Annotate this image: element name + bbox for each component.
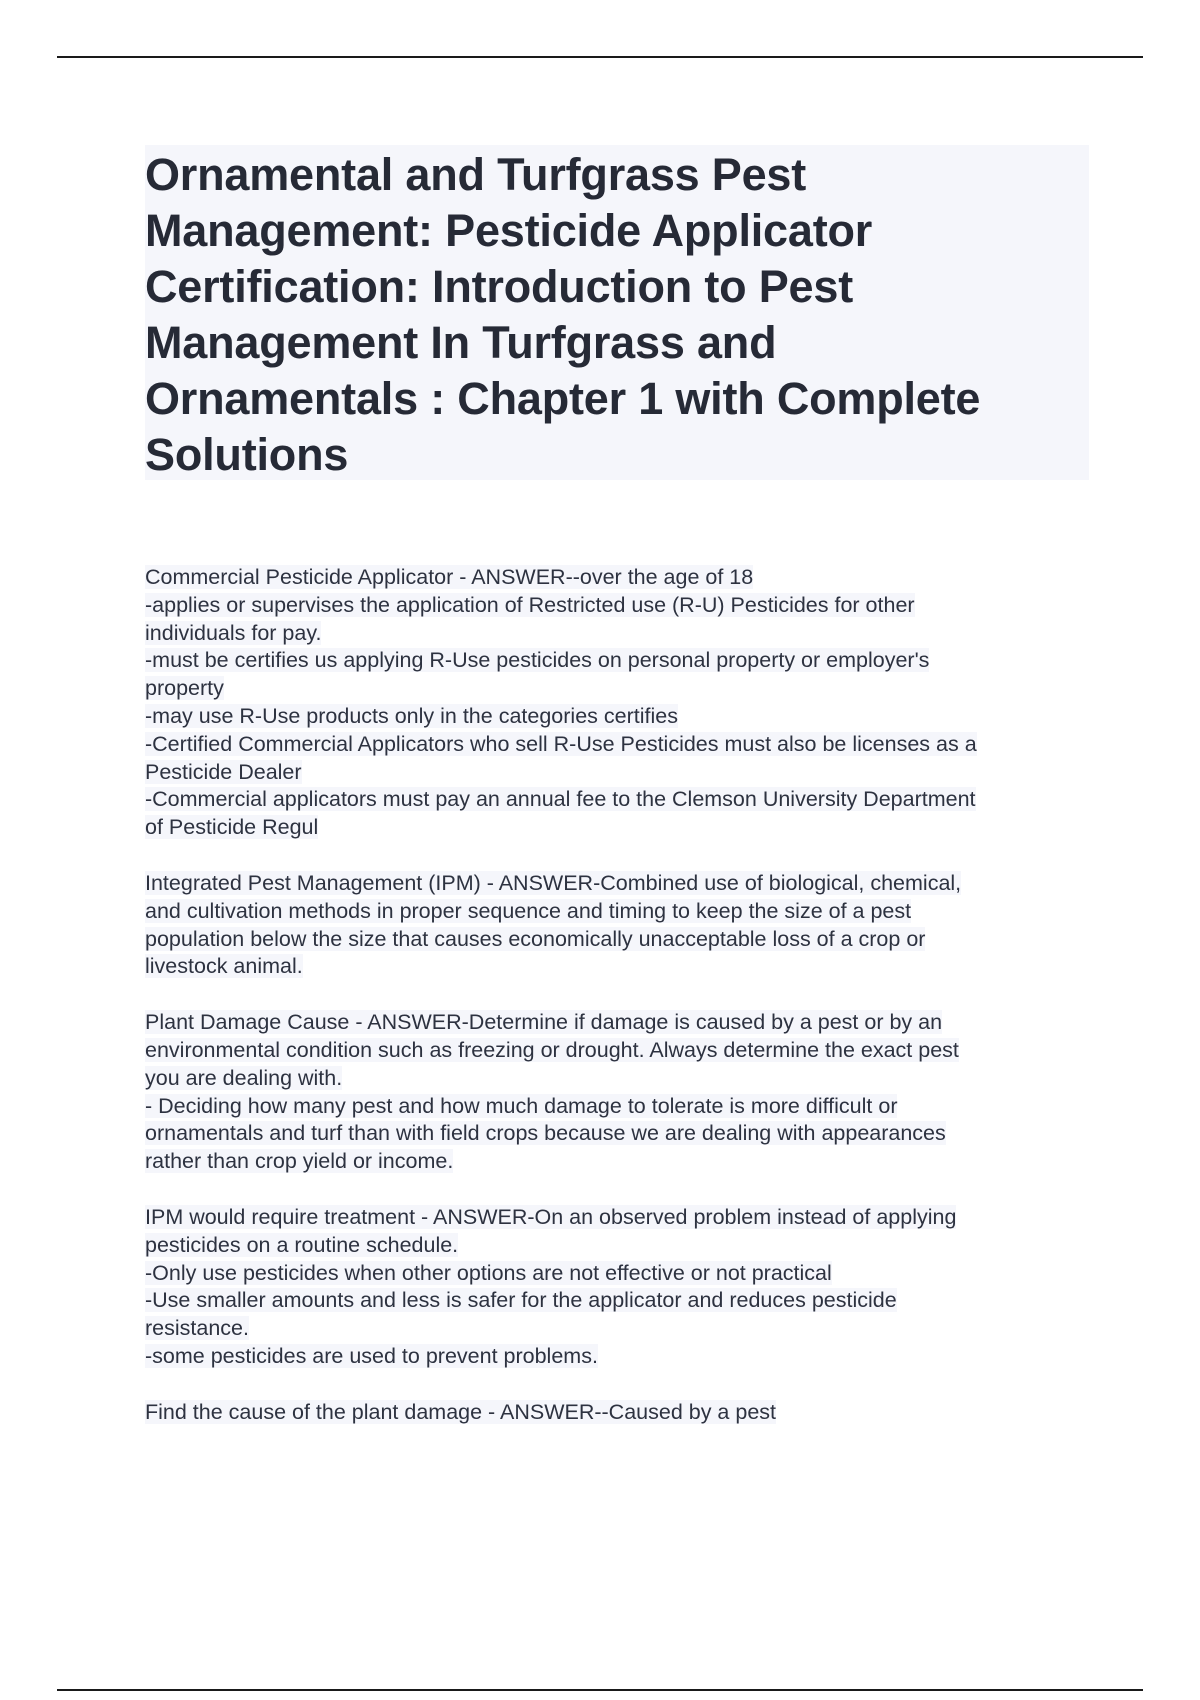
entry-question-line: [145, 564, 1105, 592]
entry-text: pesticides on a routine schedule.: [145, 1232, 459, 1257]
entry-text: you are dealing with.: [145, 1065, 343, 1090]
entry-answer-line: [145, 731, 1105, 759]
entry-answer-line: [145, 1037, 1105, 1065]
entry-text: -Use smaller amounts and less is safer for the applicator and reduces pesticide: [145, 1288, 897, 1313]
qa-entry: [145, 870, 1105, 981]
entry-answer-line: [145, 1287, 1105, 1315]
qa-entry: [145, 1204, 1105, 1371]
entry-text: and cultivation methods in proper sequence and timing to keep the size of a pest: [145, 898, 912, 923]
entry-answer-line: [145, 1232, 1105, 1260]
entry-answer-line: [145, 1260, 1105, 1288]
entry-question-line: [145, 870, 1105, 898]
entry-text: population below the size that causes economically unacceptable loss of a crop or: [145, 926, 926, 951]
qa-entry: [145, 1399, 1105, 1427]
entry-answer-line: [145, 953, 1105, 981]
entry-answer-line: [145, 620, 1105, 648]
title-block: [145, 145, 1089, 480]
entry-answer-line: [145, 675, 1105, 703]
entry-text: environmental condition such as freezing or drought. Always determine the exact pest: [145, 1037, 959, 1062]
document-title: [145, 147, 1089, 483]
title-line: Certification: Introduction to Pest: [145, 261, 853, 312]
entry-text: rather than crop yield or income.: [145, 1149, 454, 1174]
entry-text: IPM would require treatment - ANSWER-On an observed problem instead of applying: [145, 1204, 957, 1229]
entry-answer-line: [145, 647, 1105, 675]
entry-text: resistance.: [145, 1316, 249, 1341]
entry-answer-line: [145, 1065, 1105, 1093]
entry-answer-line: [145, 786, 1105, 814]
entry-answer-line: [145, 814, 1105, 842]
entry-answer-line: [145, 592, 1105, 620]
entry-text: property: [145, 676, 224, 701]
title-line: Ornamental and Turfgrass Pest: [145, 149, 807, 200]
entry-answer-line: [145, 1315, 1105, 1343]
entry-text: - Deciding how many pest and how much damage to tolerate is more difficult or: [145, 1093, 898, 1118]
bottom-rule: [57, 1689, 1143, 1691]
entry-text: individuals for pay.: [145, 620, 322, 645]
entry-text: Integrated Pest Management (IPM) - ANSWER-Combined use of biological, chemical,: [145, 870, 962, 895]
title-line: Management: Pesticide Applicator: [145, 205, 873, 256]
qa-entry: [145, 564, 1105, 842]
entry-text: Plant Damage Cause - ANSWER-Determine if damage is caused by a pest or by an: [145, 1010, 943, 1035]
entry-question-line: [145, 1009, 1105, 1037]
entry-text: -some pesticides are used to prevent problems.: [145, 1343, 598, 1368]
title-line: Solutions: [145, 429, 349, 480]
entry-answer-line: [145, 898, 1105, 926]
entry-text: -Only use pesticides when other options are not effective or not practical: [145, 1260, 832, 1285]
document-body: [145, 564, 1105, 1455]
entry-answer-line: [145, 703, 1105, 731]
title-line: Management In Turfgrass and: [145, 317, 777, 368]
entry-text: livestock animal.: [145, 954, 303, 979]
entry-answer-line: [145, 1148, 1105, 1176]
entry-text: -applies or supervises the application of Restricted use (R-U) Pesticides for other: [145, 592, 915, 617]
entry-text: Find the cause of the plant damage - ANSWER--Caused by a pest: [145, 1399, 776, 1424]
entry-text: Pesticide Dealer: [145, 759, 302, 784]
entry-text: -may use R-Use products only in the categories certifies: [145, 703, 678, 728]
title-line: Ornamentals : Chapter 1 with Complete: [145, 373, 981, 424]
entry-question-line: [145, 1204, 1105, 1232]
entry-answer-line: [145, 759, 1105, 787]
entry-text: -must be certifies us applying R-Use pesticides on personal property or employer's: [145, 648, 930, 673]
entry-text: ornamentals and turf than with field crops because we are dealing with appearances: [145, 1121, 946, 1146]
entry-answer-line: [145, 1120, 1105, 1148]
entry-text: Commercial Pesticide Applicator - ANSWER--over the age of 18: [145, 565, 754, 589]
entry-text: -Certified Commercial Applicators who sell R-Use Pesticides must also be licenses as a: [145, 731, 977, 756]
entry-text: -Commercial applicators must pay an annual fee to the Clemson University Department: [145, 787, 976, 812]
entry-text: of Pesticide Regul: [145, 815, 319, 840]
entry-answer-line: [145, 926, 1105, 954]
entry-question-line: [145, 1399, 1105, 1427]
top-rule: [57, 56, 1143, 58]
entry-answer-line: [145, 1343, 1105, 1371]
entry-answer-line: [145, 1093, 1105, 1121]
qa-entry: [145, 1009, 1105, 1176]
